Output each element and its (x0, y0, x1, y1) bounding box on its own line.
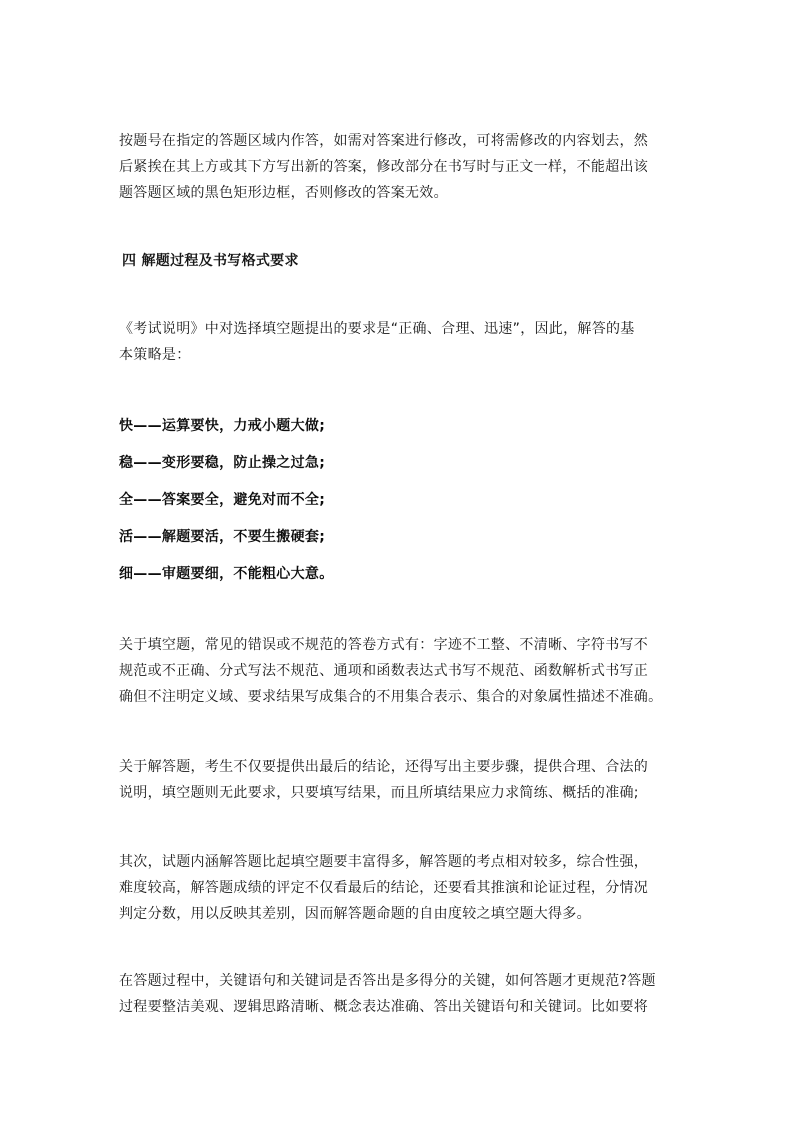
strategy-item-fast: 快——运算要快，力戒小题大做; (119, 418, 326, 434)
intro-line-2: 后紧挨在其上方或其下方写出新的答案，修改部分在书写时与正文一样，不能超出该 (119, 159, 649, 175)
secondly-line-2: 难度较高，解答题成绩的评定不仅看最后的结论，还要看其推演和论证过程，分情况 (119, 880, 649, 896)
intro-line-3: 题答题区域的黑色矩形边框，否则修改的答案无效。 (119, 185, 448, 201)
strategy-intro-line-1: 《考试说明》中对选择填空题提出的要求是“正确、合理、迅速”，因此，解答的基 (119, 321, 635, 337)
answer-questions-line-2: 说明，填空题则无此要求，只要填写结果，而且所填结果应力求简练、概括的准确; (119, 785, 639, 801)
strategy-item-complete: 全——答案要全，避免对而不全; (119, 492, 326, 508)
strategy-intro-line-2: 本策略是： (119, 347, 191, 363)
section-heading: 四 解题过程及书写格式要求 (122, 253, 299, 269)
process-line-1: 在答题过程中，关键语句和关键词是否答出是多得分的关键，如何答题才更规范?答题 (119, 973, 656, 989)
secondly-line-1: 其次，试题内涵解答题比起填空题要丰富得多，解答题的考点相对较多，综合性强， (119, 854, 649, 870)
strategy-item-steady: 稳——变形要稳，防止操之过急; (119, 455, 326, 471)
fill-blank-line-2: 规范或不正确、分式写法不规范、通项和函数表达式书写不规范、函数解析式书写正 (119, 663, 649, 679)
fill-blank-line-1: 关于填空题，常见的错误或不规范的答卷方式有：字迹不工整、不清晰、字符书写不 (119, 637, 649, 653)
answer-questions-line-1: 关于解答题，考生不仅要提供出最后的结论，还得写出主要步骤，提供合理、合法的 (119, 759, 649, 775)
fill-blank-line-3: 确但不注明定义域、要求结果写成集合的不用集合表示、集合的对象属性描述不准确。 (119, 689, 663, 705)
intro-line-1: 按题号在指定的答题区域内作答，如需对答案进行修改，可将需修改的内容划去，然 (119, 133, 649, 149)
strategy-item-careful: 细——审题要细，不能粗心大意。 (119, 566, 334, 582)
secondly-line-3: 判定分数，用以反映其差别，因而解答题命题的自由度较之填空题大得多。 (119, 906, 591, 922)
strategy-item-flexible: 活——解题要活，不要生搬硬套; (119, 529, 326, 545)
process-line-2: 过程要整洁美观、逻辑思路清晰、概念表达准确、答出关键语句和关键词。比如要将 (119, 999, 649, 1015)
